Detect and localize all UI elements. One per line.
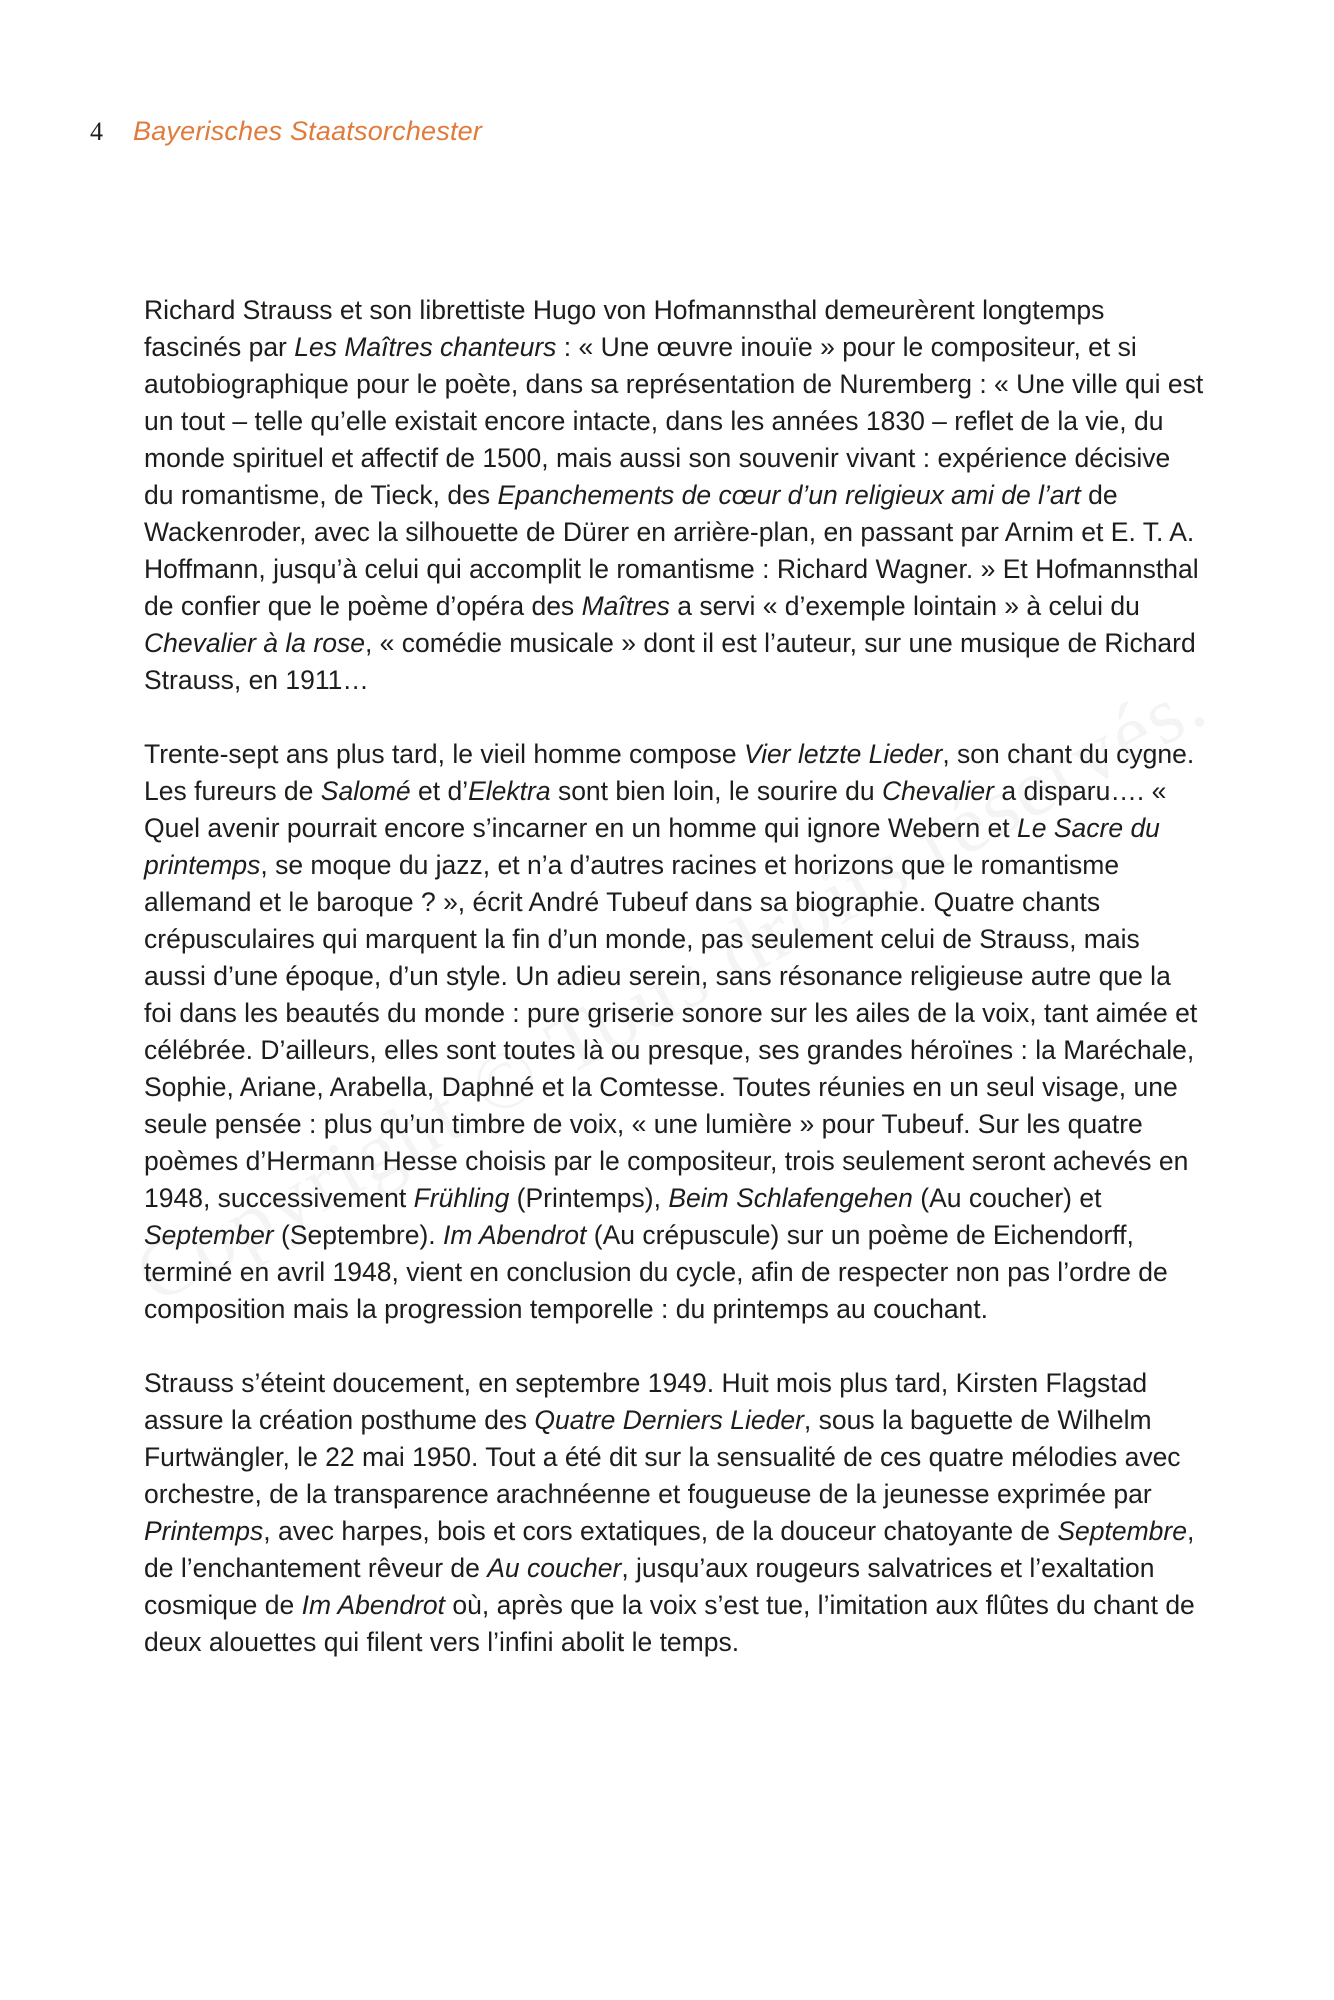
italic-title-text: September [144, 1220, 274, 1250]
italic-title-text: Quatre Derniers Lieder [534, 1405, 804, 1435]
paragraph-text: , son chant du cygne. Les fureurs de [144, 739, 1195, 806]
paragraph-text: (Printemps), [509, 1183, 669, 1213]
italic-title-text: Les Maîtres chanteurs [294, 332, 557, 362]
paragraph-text: Richard Strauss et son librettiste Hugo von Hofmannsthal demeurèrent longtemps fascinés par [144, 295, 1105, 362]
paragraph-text: (Septembre). [273, 1220, 444, 1250]
paragraph-3 [144, 1365, 1204, 1661]
paragraph-text: , avec harpes, bois et cors extatiques, de la douceur chatoyante de [263, 1516, 1058, 1546]
italic-title-text: Elektra [468, 776, 551, 806]
running-head [90, 116, 482, 147]
italic-title-text: Frühling [413, 1183, 510, 1213]
italic-title-text: Le Sacre du printemps [144, 813, 1160, 880]
italic-title-text: Salomé [320, 776, 411, 806]
paragraph-text: Trente-sept ans plus tard, le vieil homme compose [144, 739, 744, 769]
paragraph-text: où, après que la voix s’est tue, l’imitation aux flûtes du chant de deux alouettes qui filent vers l’infini abolit le temps. [144, 1590, 1195, 1657]
paragraph-text: , se moque du jazz, et n’a d’autres racines et horizons que le romantisme allemand et le baroque ? », écrit André Tubeuf dans sa biographie. Quatre chants crépusculaires qui marquent la fin d’un monde, pas seulement celui de Strauss, mais aussi d’une époque, d’un style. Un adieu serein, sans résonance religieuse autre que la foi dans les beautés du monde : pure griserie sonore sur les ailes de la voix, tant aimée et célébrée. D’ailleurs, elles sont toutes là ou presque, ses grandes héroïnes : la Maréchale, Sophie, Ariane, Arabella, Daphné et la Comtesse. Toutes réunies en un seul visage, une seule pensée : plus qu’un timbre de voix, « une lumière » pour Tubeuf. Sur les quatre poèmes d’Hermann Hesse choisis par le compositeur, trois seulement seront achevés en 1948, successivement [144, 850, 1198, 1213]
article-body [144, 292, 1204, 1661]
paragraph-text: a disparu…. « Quel avenir pourrait encore s’incarner en un homme qui ignore Webern et [144, 776, 1167, 843]
italic-title-text: Septembre [1057, 1516, 1187, 1546]
italic-title-text: Printemps [144, 1516, 264, 1546]
paragraph-text: , jusqu’aux rougeurs salvatrices et l’exaltation cosmique de [144, 1553, 1155, 1620]
paragraph-text: a servi « d’exemple lointain » à celui du [669, 591, 1140, 621]
paragraph-text: de Wackenroder, avec la silhouette de Dürer en arrière-plan, en passant par Arnim et E. T. A. Hoffmann, jusqu’à celui qui accomplit le romantisme : Richard Wagner. » Et Hofmannsthal de confier que le poème d’opéra des [144, 480, 1199, 621]
italic-title-text: Im Abendrot [443, 1220, 587, 1250]
paragraph-text: sont bien loin, le sourire du [550, 776, 883, 806]
paragraph-text: , sous la baguette de Wilhelm Furtwängler, le 22 mai 1950. Tout a été dit sur la sensualité de ces quatre mélodies avec orchestre, de la transparence arachnéenne et fougueuse de la jeunesse exprimée par [144, 1405, 1181, 1509]
paragraph-text: , « comédie musicale » dont il est l’auteur, sur une musique de Richard Strauss, en 1911… [144, 628, 1196, 695]
italic-title-text: Vier letzte Lieder [743, 739, 943, 769]
running-title: Bayerisches Staatsorchester [133, 116, 483, 146]
paragraph-1 [144, 292, 1204, 699]
paragraph-text: Strauss s’éteint doucement, en septembre 1949. Huit mois plus tard, Kirsten Flagstad assure la création posthume des [144, 1368, 1148, 1435]
italic-title-text: Chevalier [882, 776, 994, 806]
paragraph-2 [144, 736, 1204, 1328]
paragraph-text: et d’ [410, 776, 469, 806]
paragraph-text: (Au coucher) et [912, 1183, 1102, 1213]
paragraph-text: : « Une œuvre inouïe » pour le compositeur, et si autobiographique pour le poète, dans sa représentation de Nuremberg : « Une ville qui est un tout – telle qu’elle existait encore intacte, dans les années 1830 – reflet de la vie, du monde spirituel et affectif de 1500, mais aussi son souvenir vivant : expérience décisive du romantisme, de Tieck, des [144, 332, 1204, 510]
italic-title-text: Epanchements de cœur d’un religieux ami de l’art [497, 480, 1081, 510]
paragraph-text: , de l’enchantement rêveur de [144, 1516, 1195, 1583]
italic-title-text: Chevalier à la rose [144, 628, 365, 658]
italic-title-text: Beim Schlafengehen [668, 1183, 913, 1213]
italic-title-text: Au coucher [487, 1553, 622, 1583]
italic-title-text: Maîtres [581, 591, 670, 621]
paragraph-text: (Au crépuscule) sur un poème de Eichendorff, terminé en avril 1948, vient en conclusion du cycle, afin de respecter non pas l’ordre de composition mais la progression temporelle : du printemps au couchant. [144, 1220, 1168, 1324]
italic-title-text: Im Abendrot [301, 1590, 445, 1620]
page-number: 4 [90, 117, 103, 146]
